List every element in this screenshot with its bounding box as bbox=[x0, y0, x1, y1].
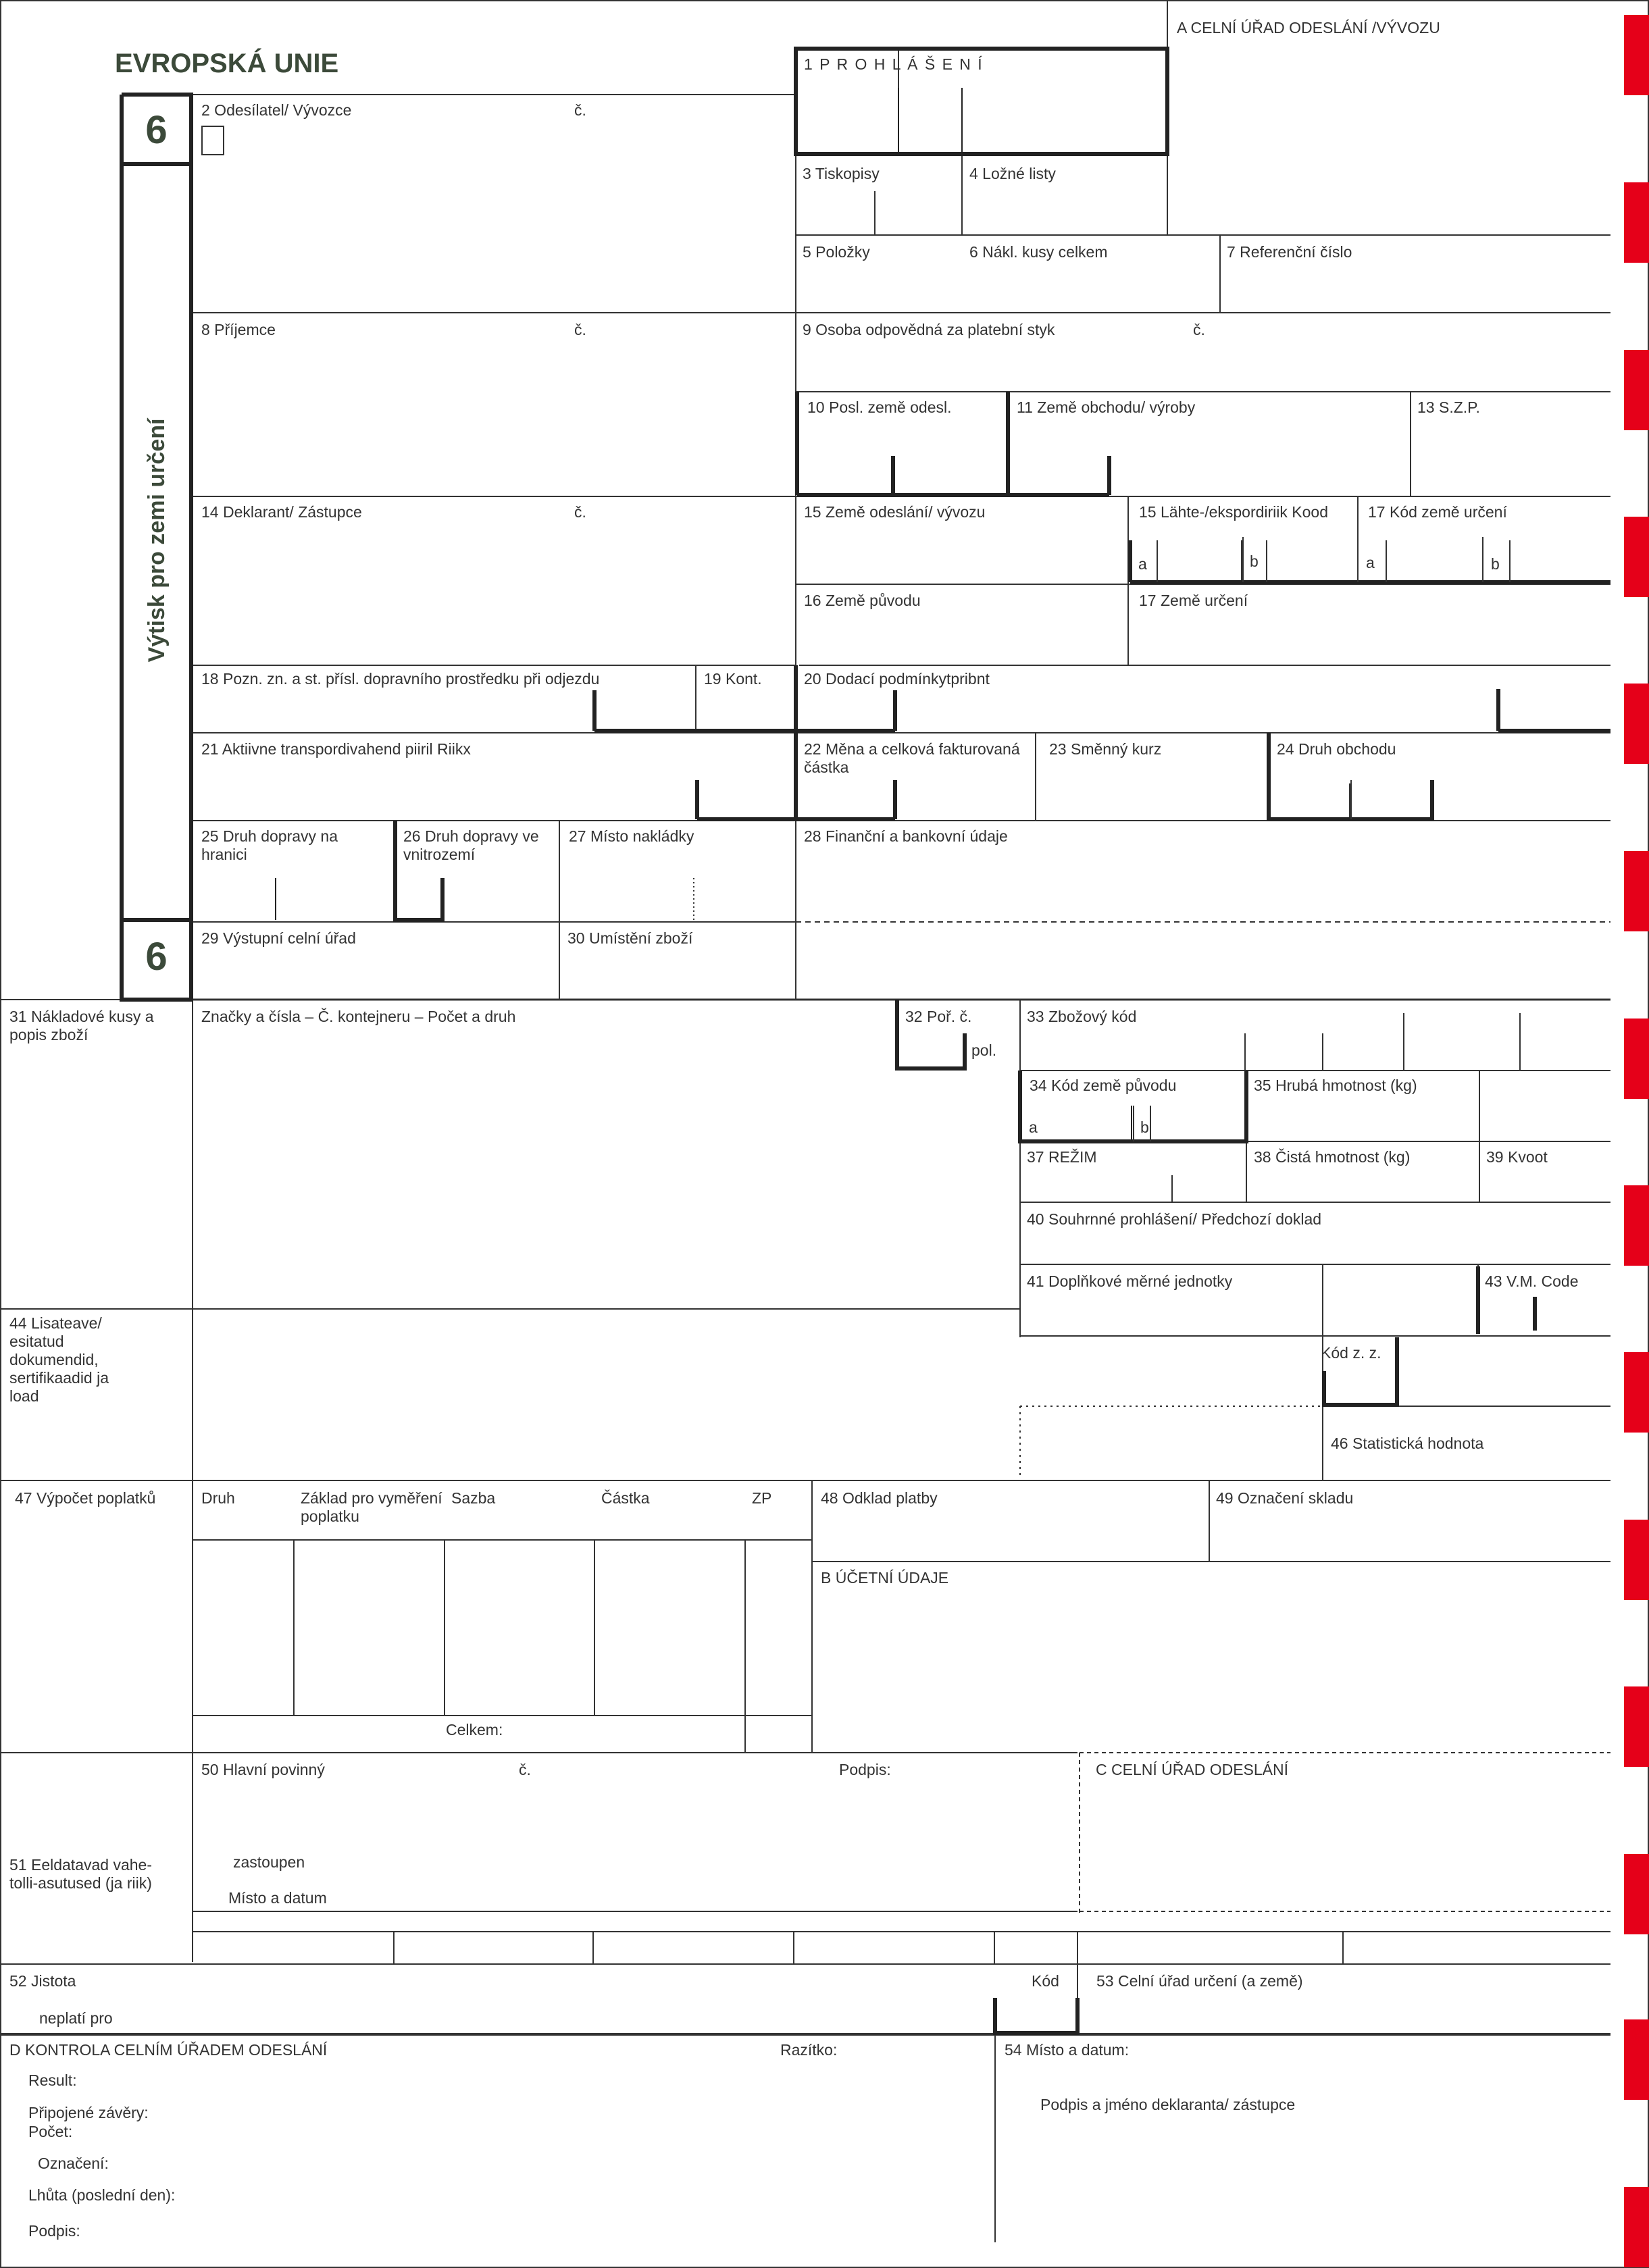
box-D-seals-label: Připojené závěry: bbox=[28, 2104, 149, 2121]
page-edge-mark bbox=[1624, 851, 1649, 931]
box-10-label: 10 Posl. země odesl. bbox=[807, 398, 952, 416]
page-edge-mark bbox=[1624, 1185, 1649, 1266]
box-47-druh-header: Druh bbox=[201, 1489, 235, 1507]
box-17-label: 17 Země určení bbox=[1139, 592, 1248, 609]
box-21-label: 21 Aktiivne transpordivahend piiril Riikx bbox=[201, 740, 471, 758]
box-15a-label: 15 Lähte-/ekspordiriik Kood bbox=[1139, 503, 1328, 521]
box-24-label: 24 Druh obchodu bbox=[1277, 740, 1396, 758]
box-11-label: 11 Země obchodu/ výroby bbox=[1017, 398, 1196, 416]
box-14-number-label: č. bbox=[574, 503, 586, 521]
box-34-sub-a: a bbox=[1029, 1118, 1038, 1136]
box-13-label: 13 S.Z.P. bbox=[1417, 398, 1480, 416]
box-D-count-label: Počet: bbox=[28, 2123, 73, 2140]
page-edge-mark bbox=[1624, 2187, 1649, 2267]
box-15a-sub-a: a bbox=[1138, 555, 1147, 573]
box-43-label: 43 V.M. Code bbox=[1485, 1272, 1579, 1290]
box-50-number-label: č. bbox=[519, 1761, 531, 1778]
box-17a-label: 17 Kód země určení bbox=[1368, 503, 1507, 521]
box-32-pol-label: pol. bbox=[971, 1041, 997, 1059]
box-31-label: 31 Nákladové kusy a popis zboží bbox=[9, 1008, 154, 1043]
box-D-time-limit-label: Lhůta (poslední den): bbox=[28, 2186, 176, 2204]
box-18-label: 18 Pozn. zn. a st. přísl. dopravního prostředku při odjezdu bbox=[201, 670, 600, 688]
box-52-not-valid-label: neplatí pro bbox=[39, 2009, 113, 2027]
box-C-label: C CELNÍ ÚŘAD ODESLÁNÍ bbox=[1096, 1761, 1289, 1778]
box-2-label: 2 Odesílatel/ Vývozce bbox=[201, 101, 352, 119]
box-D-identification-label: Označení: bbox=[38, 2155, 109, 2172]
box-D-signature-label: Podpis: bbox=[28, 2222, 80, 2240]
box-17a-sub-a: a bbox=[1366, 554, 1375, 571]
box-47-zaklad-header: Základ pro vyměření poplatku bbox=[301, 1489, 442, 1525]
box-29-label: 29 Výstupní celní úřad bbox=[201, 929, 356, 947]
copy-number-top: 6 bbox=[145, 108, 168, 152]
box-33-label: 33 Zbožový kód bbox=[1027, 1008, 1137, 1025]
box-50-signature-label: Podpis: bbox=[839, 1761, 891, 1778]
box-1-label: 1 P R O H L Á Š E N Í bbox=[804, 55, 984, 73]
box-16-label: 16 Země původu bbox=[804, 592, 921, 609]
page-title: EVROPSKÁ UNIE bbox=[115, 49, 339, 78]
box-7-label: 7 Referenční číslo bbox=[1227, 243, 1352, 261]
box-D-label: D KONTROLA CELNÍM ÚŘADEM ODESLÁNÍ bbox=[9, 2041, 328, 2059]
box-35-label: 35 Hrubá hmotnost (kg) bbox=[1254, 1077, 1417, 1094]
box-51-label: 51 Eeldatavad vahe-tolli-asutused (ja riik) bbox=[9, 1856, 152, 1892]
box-54-label: 54 Místo a datum: bbox=[1005, 2041, 1130, 2059]
box-14-label: 14 Deklarant/ Zástupce bbox=[201, 503, 362, 521]
box-9-label: 9 Osoba odpovědná za platební styk bbox=[803, 321, 1055, 338]
box-9-number-label: č. bbox=[1193, 321, 1205, 338]
page-edge-mark bbox=[1624, 517, 1649, 597]
box-28-label: 28 Finanční a bankovní údaje bbox=[804, 827, 1008, 845]
box-50-label: 50 Hlavní povinný bbox=[201, 1761, 325, 1778]
box-15-label: 15 Země odeslání/ vývozu bbox=[804, 503, 986, 521]
box-8-label: 8 Příjemce bbox=[201, 321, 276, 338]
box-31-marks-label: Značky a čísla – Č. kontejneru – Počet a druh bbox=[201, 1008, 516, 1025]
box-49-label: 49 Označení skladu bbox=[1216, 1489, 1354, 1507]
box-20-label: 20 Dodací podmínkytpribnt bbox=[804, 670, 990, 688]
box-D-result-label: Result: bbox=[28, 2071, 77, 2089]
box-47-zp-header: ZP bbox=[752, 1489, 772, 1507]
box-8-number-label: č. bbox=[574, 321, 586, 338]
box-19-label: 19 Kont. bbox=[704, 670, 762, 688]
page-edge-mark bbox=[1624, 1019, 1649, 1099]
page-edge-mark bbox=[1624, 350, 1649, 430]
page-edge-mark bbox=[1624, 15, 1649, 95]
box-37-label: 37 REŽIM bbox=[1027, 1148, 1097, 1166]
box-4-label: 4 Ložné listy bbox=[969, 165, 1056, 182]
box-5-label: 5 Položky bbox=[803, 243, 870, 261]
box-40-label: 40 Souhrnné prohlášení/ Předchozí doklad bbox=[1027, 1210, 1322, 1228]
box-53-label: 53 Celní úřad určení (a země) bbox=[1096, 1972, 1303, 1990]
box-17a-sub-b: b bbox=[1491, 555, 1500, 573]
box-32-label: 32 Poř. č. bbox=[905, 1008, 972, 1025]
copy-number-bottom: 6 bbox=[145, 935, 168, 979]
box-48-label: 48 Odklad platby bbox=[821, 1489, 938, 1507]
box-A-label: A CELNÍ ÚŘAD ODESLÁNÍ /VÝVOZU bbox=[1177, 19, 1440, 36]
page-edge-mark bbox=[1624, 1686, 1649, 1767]
box-44-kod-label: Kód z. z. bbox=[1321, 1344, 1381, 1362]
box-39-label: 39 Kvoot bbox=[1486, 1148, 1548, 1166]
box-D-stamp-label: Razítko: bbox=[780, 2041, 838, 2059]
box-41-label: 41 Doplňkové měrné jednotky bbox=[1027, 1272, 1233, 1290]
box-47-castka-header: Částka bbox=[601, 1489, 650, 1507]
box-52-code-label: Kód bbox=[1032, 1972, 1059, 1990]
box-38-label: 38 Čistá hmotnost (kg) bbox=[1254, 1148, 1411, 1166]
box-2-number-label: č. bbox=[574, 101, 586, 119]
box-27-label: 27 Místo nakládky bbox=[569, 827, 694, 845]
box-34-sub-b: b bbox=[1140, 1118, 1149, 1136]
box-2-checkbox[interactable] bbox=[201, 126, 224, 155]
box-52-label: 52 Jistota bbox=[9, 1972, 76, 1990]
box-47-label: 47 Výpočet poplatků bbox=[15, 1489, 156, 1507]
page-edge-mark bbox=[1624, 1520, 1649, 1600]
box-47-total-label: Celkem: bbox=[446, 1721, 503, 1738]
copy-label-vertical: Výtisk pro zemi určení bbox=[144, 418, 170, 663]
box-26-label: 26 Druh dopravy ve vnitrozemí bbox=[403, 827, 539, 863]
box-50-represented-label: zastoupen bbox=[233, 1853, 305, 1871]
box-3-label: 3 Tiskopisy bbox=[803, 165, 880, 182]
page-edge-mark bbox=[1624, 1854, 1649, 1934]
box-30-label: 30 Umístění zboží bbox=[567, 929, 693, 947]
box-50-place-date-label: Místo a datum bbox=[228, 1889, 327, 1907]
box-54-signature-label: Podpis a jméno deklaranta/ zástupce bbox=[1040, 2096, 1296, 2113]
box-15a-sub-b: b bbox=[1250, 552, 1259, 570]
box-22-label: 22 Měna a celková fakturovaná částka bbox=[804, 740, 1020, 776]
page-edge-mark bbox=[1624, 2019, 1649, 2100]
box-23-label: 23 Směnný kurz bbox=[1049, 740, 1162, 758]
page-edge-mark bbox=[1624, 1352, 1649, 1433]
box-25-label: 25 Druh dopravy na hranici bbox=[201, 827, 338, 863]
box-B-label: B ÚČETNÍ ÚDAJE bbox=[821, 1569, 949, 1587]
box-34-label: 34 Kód země původu bbox=[1030, 1077, 1177, 1094]
box-44-label: 44 Lisateave/ esitatud dokumendid, sertifikaadid ja load bbox=[9, 1314, 109, 1405]
box-6-label: 6 Nákl. kusy celkem bbox=[969, 243, 1108, 261]
page-edge-mark bbox=[1624, 684, 1649, 764]
box-47-sazba-header: Sazba bbox=[451, 1489, 496, 1507]
page-edge-mark bbox=[1624, 182, 1649, 263]
box-46-label: 46 Statistická hodnota bbox=[1331, 1435, 1484, 1452]
